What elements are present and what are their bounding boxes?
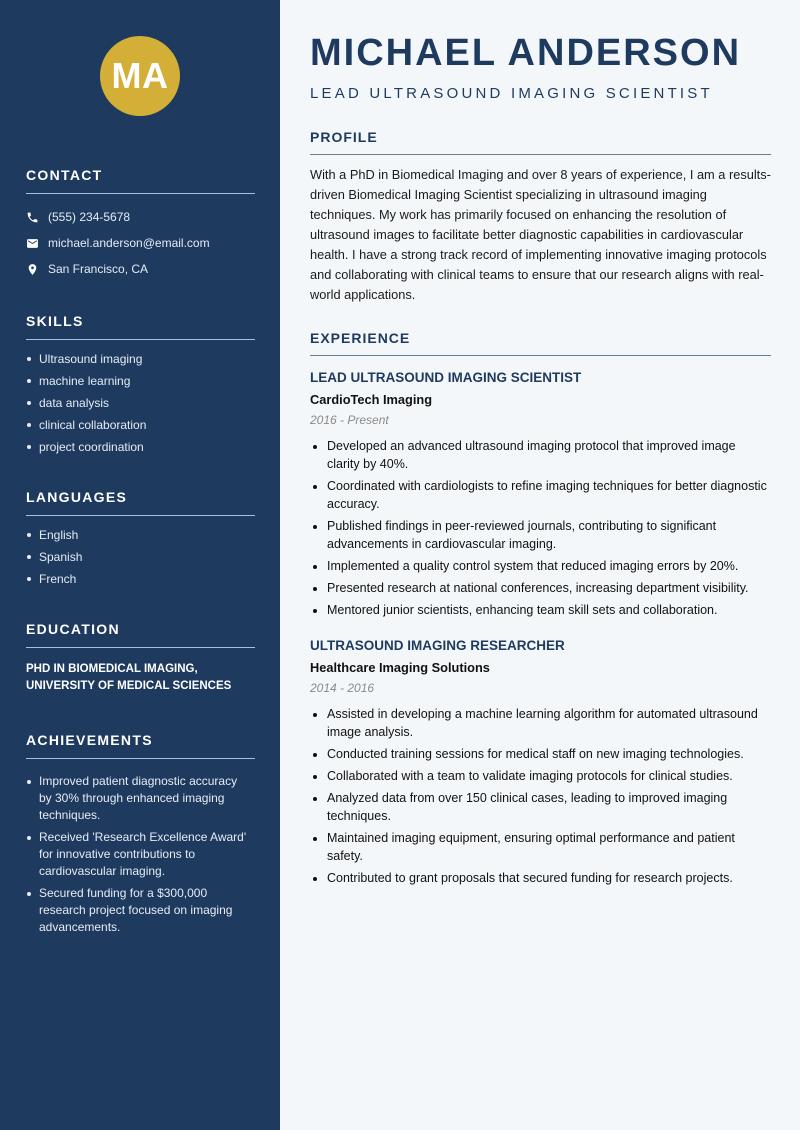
job-bullets	[310, 437, 770, 619]
job-bullet: Coordinated with cardiologists to refine imaging techniques for better diagnostic accuracy.	[310, 477, 770, 513]
achievements-section	[26, 732, 255, 936]
education-section	[26, 621, 255, 695]
skills-heading: SKILLS	[26, 313, 255, 340]
achievement-item: Improved patient diagnostic accuracy by 30% through enhanced imaging techniques.	[26, 773, 251, 824]
job-bullet: Analyzed data from over 150 clinical cases, leading to improved imaging techniques.	[310, 789, 770, 825]
candidate-title: LEAD ULTRASOUND IMAGING SCIENTIST	[310, 85, 713, 102]
contact-section	[26, 167, 255, 282]
phone-text: (555) 234-5678	[48, 210, 131, 224]
job-bullet: Mentored junior scientists, enhancing team skill sets and collaboration.	[310, 601, 770, 619]
profile-summary: With a PhD in Biomedical Imaging and over 8 years of experience, I am a results-driven Biomedical Imaging Scientist specializing in ultrasound imaging techniques. My work has primarily focused on enhancing the resolution of ultrasound images to facilitate better diagnostic capabilities in cardiovascular health. I have a strong track record of implementing innovative imaging protocols and collaborating with clinical teams to ensure that our research aligns with real-world applications.	[310, 167, 771, 302]
achievement-item: Received 'Research Excellence Award' for innovative contributions to cardiovascular imaging.	[26, 829, 251, 880]
candidate-name: MICHAEL ANDERSON	[310, 32, 742, 74]
education-line-1: PHD IN BIOMEDICAL IMAGING,	[26, 663, 198, 675]
job-company: CardioTech Imaging	[310, 392, 433, 407]
job-title: LEAD ULTRASOUND IMAGING SCIENTIST	[310, 370, 582, 385]
contact-email	[26, 230, 255, 256]
skill-item: clinical collaboration	[26, 414, 255, 436]
language-item: English	[26, 524, 255, 546]
job-bullet: Developed an advanced ultrasound imaging protocol that improved image clarity by 40%.	[310, 437, 770, 473]
job-bullet: Implemented a quality control system that reduced imaging errors by 20%.	[310, 557, 770, 575]
job-title: ULTRASOUND IMAGING RESEARCHER	[310, 638, 565, 653]
profile-heading: PROFILE	[310, 129, 771, 155]
skills-list	[26, 348, 255, 458]
language-item: French	[26, 568, 255, 590]
job-bullet: Contributed to grant proposals that secured funding for research projects.	[310, 869, 770, 887]
contact-list	[26, 204, 255, 282]
education-heading: EDUCATION	[26, 621, 255, 648]
job-dates: 2014 - 2016	[310, 681, 375, 695]
main-content	[280, 0, 800, 1130]
achievements-list	[26, 773, 251, 936]
job-bullet: Presented research at national conferences, increasing department visibility.	[310, 579, 770, 597]
skills-section	[26, 313, 255, 458]
job-bullet: Published findings in peer-reviewed journals, contributing to significant advancements in cardiovascular imaging.	[310, 517, 770, 553]
contact-location	[26, 256, 255, 282]
location-pin-icon	[26, 263, 39, 276]
languages-section	[26, 489, 255, 590]
skill-item: machine learning	[26, 370, 255, 392]
education-line-2: UNIVERSITY OF MEDICAL SCIENCES	[26, 680, 232, 692]
location-text: San Francisco, CA	[48, 262, 149, 276]
job-dates: 2016 - Present	[310, 413, 389, 427]
job-bullet: Collaborated with a team to validate imaging protocols for clinical studies.	[310, 767, 770, 785]
languages-heading: LANGUAGES	[26, 489, 255, 516]
job-bullet: Conducted training sessions for medical staff on new imaging technologies.	[310, 745, 770, 763]
job-entry	[310, 369, 772, 619]
education-degree	[26, 661, 255, 695]
job-company: Healthcare Imaging Solutions	[310, 660, 490, 675]
experience-heading: EXPERIENCE	[310, 330, 771, 356]
languages-list	[26, 524, 255, 590]
phone-icon	[26, 211, 39, 224]
avatar-initials: MA	[111, 55, 169, 96]
job-bullet: Assisted in developing a machine learning algorithm for automated ultrasound image analysis.	[310, 705, 770, 741]
job-bullet: Maintained imaging equipment, ensuring optimal performance and patient safety.	[310, 829, 770, 865]
email-text: michael.anderson@email.com	[48, 236, 210, 250]
sidebar	[0, 0, 280, 1130]
achievements-heading: ACHIEVEMENTS	[26, 732, 255, 759]
skill-item: Ultrasound imaging	[26, 348, 255, 370]
experience-section	[310, 330, 772, 887]
contact-phone	[26, 204, 255, 230]
language-item: Spanish	[26, 546, 255, 568]
job-bullets	[310, 705, 770, 887]
achievement-item: Secured funding for a $300,000 research project focused on imaging advancements.	[26, 885, 251, 936]
skill-item: data analysis	[26, 392, 255, 414]
contact-heading: CONTACT	[26, 167, 255, 194]
email-icon	[26, 237, 39, 250]
avatar	[100, 36, 180, 116]
job-entry	[310, 637, 772, 887]
skill-item: project coordination	[26, 436, 255, 458]
profile-section	[310, 129, 772, 305]
